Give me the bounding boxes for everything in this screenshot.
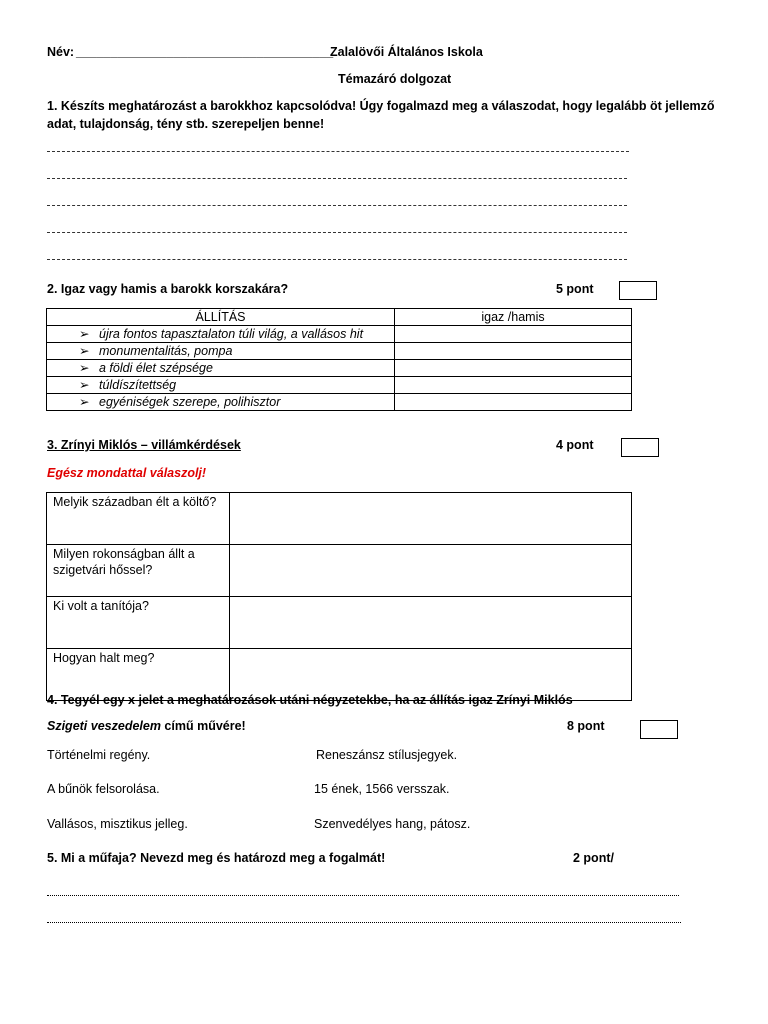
q4-item[interactable]: A bűnök felsorolása. bbox=[47, 782, 160, 796]
answer-line[interactable] bbox=[47, 205, 627, 206]
q1-text-line1: 1. Készíts meghatározást a barokkhoz kapcsolódva! Úgy fogalmazd meg a válaszodat, hogy legalább öt jellemző bbox=[47, 99, 715, 113]
name-blank[interactable]: _____________________________________ bbox=[76, 45, 334, 59]
q2-score-box[interactable] bbox=[619, 281, 657, 300]
q2-statement-text: a földi élet szépsége bbox=[99, 361, 213, 375]
q3-answer-cell[interactable] bbox=[230, 545, 632, 597]
q4-item[interactable]: Vallásos, misztikus jelleg. bbox=[47, 817, 188, 831]
q2-col-statement: ÁLLÍTÁS bbox=[47, 309, 395, 326]
q3-question-4: Hogyan halt meg? bbox=[47, 649, 230, 701]
q3-answer-cell[interactable] bbox=[230, 597, 632, 649]
arrow-bullet-icon: ➢ bbox=[79, 327, 90, 341]
q4-item[interactable]: Reneszánsz stílusjegyek. bbox=[316, 748, 458, 762]
q2-answer-cell[interactable] bbox=[395, 360, 632, 377]
arrow-bullet-icon: ➢ bbox=[79, 395, 90, 409]
q2-statement-3 bbox=[47, 360, 395, 377]
q4-score-box[interactable] bbox=[640, 720, 678, 739]
q3-question-2: Milyen rokonságban állt a szigetvári hőssel? bbox=[47, 545, 230, 597]
arrow-bullet-icon: ➢ bbox=[79, 344, 90, 358]
q2-question: 2. Igaz vagy hamis a barokk korszakára? bbox=[47, 282, 289, 296]
q3-question-1: Melyik században élt a költő? bbox=[47, 493, 230, 545]
q2-answer-cell[interactable] bbox=[395, 377, 632, 394]
q2-table bbox=[46, 308, 632, 411]
q5-points: 2 pont/ bbox=[573, 851, 614, 865]
answer-line[interactable] bbox=[47, 895, 679, 896]
q4-text-line1: 4. Tegyél egy x jelet a meghatározások utáni négyzetekbe, ha az állítás igaz Zrínyi Miklós bbox=[47, 693, 573, 707]
q2-statement-1 bbox=[47, 326, 395, 343]
page-title: Témazáró dolgozat bbox=[338, 72, 452, 86]
q3-answer-cell[interactable] bbox=[230, 493, 632, 545]
arrow-bullet-icon: ➢ bbox=[79, 378, 90, 392]
q3-points: 4 pont bbox=[556, 438, 594, 452]
q2-statement-text: túldíszítettség bbox=[99, 378, 177, 392]
answer-line[interactable] bbox=[47, 151, 629, 152]
q2-answer-cell[interactable] bbox=[395, 343, 632, 360]
q4-item[interactable]: 15 ének, 1566 versszak. bbox=[314, 782, 450, 796]
name-label: Név: bbox=[47, 45, 75, 59]
answer-line[interactable] bbox=[47, 259, 627, 260]
q2-statement-4 bbox=[47, 377, 395, 394]
q3-title: 3. Zrínyi Miklós – villámkérdések bbox=[47, 438, 241, 452]
q1-text-line2: adat, tulajdonság, tény stb. szerepeljen benne! bbox=[47, 117, 325, 131]
q5-question: 5. Mi a műfaja? Nevezd meg és határozd meg a fogalmát! bbox=[47, 851, 386, 865]
q3-score-box[interactable] bbox=[621, 438, 659, 457]
q3-table bbox=[46, 492, 632, 701]
q4-points: 8 pont bbox=[567, 719, 605, 733]
q2-statement-5 bbox=[47, 394, 395, 411]
q2-answer-cell[interactable] bbox=[395, 326, 632, 343]
arrow-bullet-icon: ➢ bbox=[79, 361, 90, 375]
school-name: Zalalövői Általános Iskola bbox=[330, 45, 483, 59]
q2-statement-2 bbox=[47, 343, 395, 360]
q4-item[interactable]: Szenvedélyes hang, pátosz. bbox=[314, 817, 471, 831]
q2-statement-text: egyéniségek szerepe, polihisztor bbox=[99, 395, 281, 409]
q3-question-3: Ki volt a tanítója? bbox=[47, 597, 230, 649]
q2-statement-text: monumentalitás, pompa bbox=[99, 344, 233, 358]
answer-line[interactable] bbox=[47, 922, 681, 923]
q4-work-title: Szigeti veszedelem bbox=[47, 719, 161, 733]
q2-col-answer: igaz /hamis bbox=[395, 309, 632, 326]
answer-line[interactable] bbox=[47, 232, 627, 233]
q2-answer-cell[interactable] bbox=[395, 394, 632, 411]
answer-line[interactable] bbox=[47, 178, 627, 179]
q2-statement-text: újra fontos tapasztalaton túli világ, a vallásos hit bbox=[99, 327, 364, 341]
q3-instruction: Egész mondattal válaszolj! bbox=[47, 466, 207, 480]
q4-text-rest: című művére! bbox=[160, 719, 246, 733]
q2-points: 5 pont bbox=[556, 282, 594, 296]
q4-item[interactable]: Történelmi regény. bbox=[47, 748, 151, 762]
q4-text-line2 bbox=[47, 719, 246, 733]
